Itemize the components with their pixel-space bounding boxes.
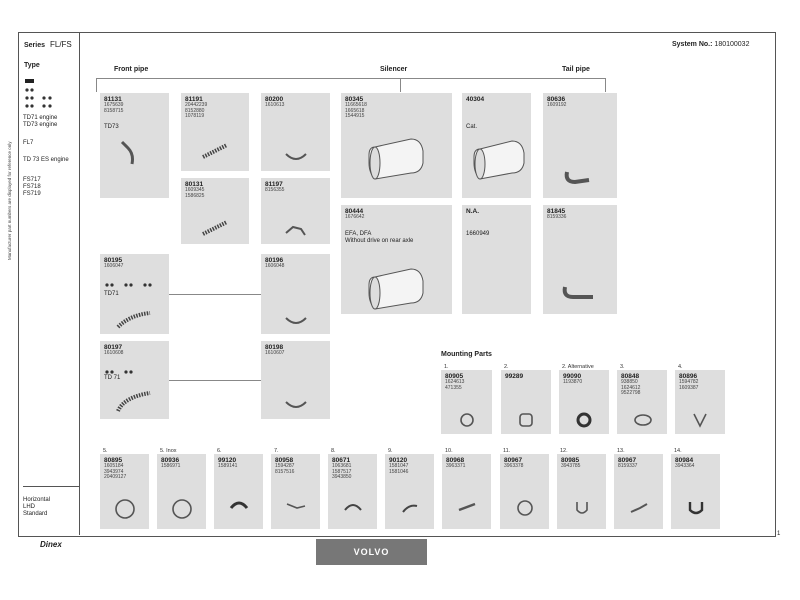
mounting-card[interactable] bbox=[557, 454, 606, 529]
mounting-card[interactable] bbox=[385, 454, 434, 529]
part-card[interactable] bbox=[462, 93, 531, 198]
part-card[interactable] bbox=[100, 93, 169, 198]
oem-numbers: 1676642 bbox=[345, 214, 365, 220]
connector-line bbox=[169, 294, 261, 295]
hanger-icon bbox=[228, 498, 250, 518]
mount-index: 8. bbox=[331, 448, 336, 454]
part-number: 80345 bbox=[345, 96, 364, 103]
clamp-ring-icon bbox=[513, 497, 537, 519]
part-number: 80848 bbox=[621, 373, 640, 380]
part-number: 80197 bbox=[104, 344, 123, 351]
part-card[interactable] bbox=[181, 178, 249, 244]
part-number: 80671 bbox=[332, 457, 351, 464]
part-note: EFA, DFA Without drive on rear axle bbox=[345, 231, 414, 244]
tail-pipe-icon bbox=[561, 283, 597, 305]
oem-numbers: 1193870 bbox=[563, 379, 583, 385]
clamp-ring-icon bbox=[112, 496, 138, 522]
mount-index: 6. bbox=[217, 448, 222, 454]
oem-numbers: 8156355 bbox=[265, 187, 285, 193]
mounting-card[interactable] bbox=[500, 454, 549, 529]
part-number: 80967 bbox=[618, 457, 637, 464]
mount-index: 2. Alternative bbox=[562, 364, 594, 370]
clamp-ring-icon bbox=[457, 410, 477, 430]
gasket-icon bbox=[632, 412, 654, 428]
part-note: TD73 bbox=[104, 124, 119, 130]
model-fl7: FL7 bbox=[23, 140, 34, 146]
config-list bbox=[23, 497, 50, 518]
silencer-icon bbox=[367, 133, 427, 183]
part-number: 81131 bbox=[104, 96, 122, 103]
mounting-card[interactable] bbox=[328, 454, 377, 529]
oem-numbers: 1589141 bbox=[218, 463, 238, 469]
clamp-ring-icon bbox=[574, 410, 594, 430]
part-number: 80905 bbox=[445, 373, 464, 380]
oem-numbers: 1624613 471355 bbox=[445, 379, 465, 391]
oem-numbers: 1609345 1586825 bbox=[185, 187, 205, 199]
engine-td71: TD71 engine bbox=[23, 115, 58, 121]
part-card[interactable] bbox=[100, 341, 169, 419]
mount-index: 9. bbox=[388, 448, 393, 454]
oem-numbers: 1610613 bbox=[265, 102, 285, 108]
mounting-card[interactable] bbox=[214, 454, 263, 529]
mount-index: 5. bbox=[103, 448, 108, 454]
bracket-line bbox=[96, 78, 606, 79]
sidebar-divider bbox=[79, 32, 80, 535]
mounting-card[interactable] bbox=[675, 370, 725, 434]
mounting-card[interactable] bbox=[614, 454, 663, 529]
mount-index: 3. bbox=[620, 364, 625, 370]
u-clamp-icon bbox=[686, 498, 706, 518]
part-number: 80131 bbox=[185, 181, 204, 188]
oem-numbers: 3943785 bbox=[561, 463, 581, 469]
part-number: 40304 bbox=[466, 96, 485, 103]
part-number: 81191 bbox=[185, 96, 203, 103]
part-card[interactable] bbox=[261, 254, 330, 334]
front-pipe-icon bbox=[114, 309, 154, 333]
model-fs717: FS717 bbox=[23, 177, 41, 183]
sidebar-footer-rule bbox=[23, 486, 79, 487]
tail-pipe-icon bbox=[563, 168, 593, 188]
part-number: 81845 bbox=[547, 208, 566, 215]
part-note: TD71 bbox=[104, 291, 119, 297]
truck-type-icons bbox=[24, 78, 68, 114]
oem-numbers: 1605184 3943974 20409127 bbox=[104, 463, 127, 481]
part-number: 90120 bbox=[389, 457, 408, 464]
mounting-card[interactable] bbox=[671, 454, 720, 529]
u-bolt-icon bbox=[573, 498, 591, 518]
part-number: 80198 bbox=[265, 344, 284, 351]
oem-numbers: 1610608 bbox=[104, 350, 124, 356]
part-card[interactable] bbox=[341, 205, 452, 314]
part-number: N.A. bbox=[466, 208, 479, 215]
mount-index: 7. bbox=[274, 448, 279, 454]
mount-index: 11. bbox=[503, 448, 511, 454]
part-card[interactable] bbox=[100, 254, 169, 334]
config-horizontal: Horizontal bbox=[23, 497, 51, 503]
bracket-tick bbox=[96, 78, 97, 92]
part-number: 80444 bbox=[345, 208, 364, 215]
mount-index: 13. bbox=[617, 448, 625, 454]
mount-index: 1. bbox=[444, 364, 449, 370]
axle-config-icons bbox=[104, 281, 164, 289]
part-number: 80958 bbox=[275, 457, 294, 464]
mounting-card[interactable] bbox=[617, 370, 667, 434]
catalyst-icon bbox=[472, 135, 526, 183]
flex-pipe-icon bbox=[201, 218, 231, 238]
bracket-tick bbox=[605, 78, 606, 92]
system-label: System No.: bbox=[672, 41, 713, 48]
part-number: 80195 bbox=[104, 257, 123, 264]
oem-numbers: 1610607 bbox=[265, 350, 285, 356]
part-number: 80895 bbox=[104, 457, 123, 464]
mounting-card[interactable] bbox=[157, 454, 206, 529]
front-pipe-icon bbox=[114, 389, 154, 415]
oem-numbers: 8159337 bbox=[618, 463, 638, 469]
part-card[interactable] bbox=[543, 93, 617, 198]
u-clamp-icon bbox=[690, 410, 710, 430]
engine-list bbox=[23, 115, 57, 129]
mounting-card[interactable] bbox=[559, 370, 609, 434]
mount-index: 2. bbox=[504, 364, 509, 370]
part-number: 99120 bbox=[218, 457, 237, 464]
mounting-parts-heading: Mounting Parts bbox=[441, 351, 492, 358]
mounting-card[interactable] bbox=[442, 454, 491, 529]
vertical-disclaimer: Manufacturer part numbers are displayed for reference only bbox=[7, 141, 12, 260]
tail-pipe-heading: Tail pipe bbox=[562, 66, 590, 73]
part-number: 80936 bbox=[161, 457, 180, 464]
part-note: TD 71 bbox=[104, 375, 121, 381]
part-number: 80967 bbox=[504, 457, 523, 464]
series-value: FL/FS bbox=[49, 40, 72, 49]
oem-numbers: 1675639 8158715 bbox=[104, 102, 124, 114]
oem-numbers: 3963371 bbox=[446, 463, 466, 469]
sleeve-icon bbox=[516, 410, 536, 430]
oem-numbers: 1606047 bbox=[104, 263, 124, 269]
part-card[interactable] bbox=[543, 205, 617, 314]
mounting-card[interactable] bbox=[100, 454, 149, 529]
flex-pipe-icon bbox=[201, 141, 231, 161]
part-number: 80636 bbox=[547, 96, 566, 103]
part-card[interactable] bbox=[181, 93, 249, 171]
part-card[interactable] bbox=[261, 178, 330, 244]
oem-numbers: 1581047 1581046 bbox=[389, 463, 409, 475]
oem-numbers: 1606048 bbox=[265, 263, 285, 269]
part-card[interactable] bbox=[261, 341, 330, 419]
clamp-icon bbox=[283, 312, 309, 328]
part-number: 81197 bbox=[265, 181, 283, 188]
part-number: 80984 bbox=[675, 457, 694, 464]
bolt-icon bbox=[628, 500, 650, 516]
bracket-icon bbox=[342, 498, 364, 518]
silencer-icon bbox=[367, 263, 427, 311]
mount-index: 5. Inox bbox=[160, 448, 177, 454]
part-note: Cat. bbox=[466, 124, 478, 130]
config-lhd: LHD bbox=[23, 504, 36, 510]
front-pipe-heading: Front pipe bbox=[114, 66, 149, 73]
dinex-logo: Dinex bbox=[40, 540, 62, 549]
engine-td73es: TD 73 ES engine bbox=[23, 157, 69, 163]
rubber-mount-icon bbox=[285, 500, 307, 514]
oem-numbers: 20442239 8152880 1078119 bbox=[185, 102, 208, 120]
mount-index: 10. bbox=[445, 448, 453, 454]
connector-line bbox=[169, 380, 261, 381]
engine-td73: TD73 engine bbox=[23, 122, 58, 128]
axle-config-icons bbox=[104, 368, 164, 376]
system-value: 180100032 bbox=[714, 41, 750, 48]
config-standard: Standard bbox=[23, 511, 48, 517]
mounting-card[interactable] bbox=[441, 370, 492, 434]
mount-index: 14. bbox=[674, 448, 682, 454]
part-card[interactable] bbox=[261, 93, 330, 171]
bracket-icon bbox=[283, 223, 309, 239]
oem-numbers: 3963378 bbox=[504, 463, 524, 469]
clamp-ring-icon bbox=[169, 496, 195, 522]
model-fs719: FS719 bbox=[23, 191, 41, 197]
bolt-icon bbox=[456, 500, 478, 514]
part-number: 99090 bbox=[563, 373, 582, 380]
oem-numbers: 3943364 bbox=[675, 463, 695, 469]
series-label-text: Series bbox=[24, 42, 46, 49]
oem-numbers: 8159336 bbox=[547, 214, 567, 220]
oem-numbers: 1594782 1609387 bbox=[679, 379, 699, 391]
fs-model-list bbox=[23, 177, 41, 198]
mount-index: 4. bbox=[678, 364, 683, 370]
oem-numbers: 938850 1624612 9522798 bbox=[621, 379, 641, 397]
mount-index: 12. bbox=[560, 448, 568, 454]
oem-numbers: 1063681 1587517 3943850 bbox=[332, 463, 352, 481]
oem-numbers: 11665618 1665618 1544915 bbox=[345, 102, 367, 120]
hanger-icon bbox=[399, 498, 421, 518]
part-number: 80985 bbox=[561, 457, 580, 464]
part-number: 80896 bbox=[679, 373, 698, 380]
system-number bbox=[672, 41, 749, 48]
clamp-icon bbox=[283, 148, 309, 164]
page-number: 1 bbox=[777, 531, 781, 537]
part-number: 99289 bbox=[505, 373, 524, 380]
mounting-card[interactable] bbox=[501, 370, 551, 434]
type-heading: Type bbox=[24, 62, 40, 69]
part-note: 1660949 bbox=[466, 231, 490, 237]
make-banner: VOLVO bbox=[316, 539, 427, 565]
silencer-heading: Silencer bbox=[380, 66, 408, 73]
front-pipe-icon bbox=[118, 138, 148, 168]
part-number: 80200 bbox=[265, 96, 284, 103]
model-fs718: FS718 bbox=[23, 184, 41, 190]
series-label bbox=[24, 40, 72, 49]
clamp-icon bbox=[283, 396, 309, 412]
bracket-tick bbox=[400, 78, 401, 92]
part-card[interactable] bbox=[341, 93, 452, 198]
oem-numbers: 1609192 bbox=[547, 102, 567, 108]
part-number: 80196 bbox=[265, 257, 284, 264]
part-card[interactable] bbox=[462, 205, 531, 314]
mounting-card[interactable] bbox=[271, 454, 320, 529]
part-number: 80968 bbox=[446, 457, 465, 464]
oem-numbers: 1594287 8157516 bbox=[275, 463, 295, 475]
oem-numbers: 1586971 bbox=[161, 463, 181, 469]
